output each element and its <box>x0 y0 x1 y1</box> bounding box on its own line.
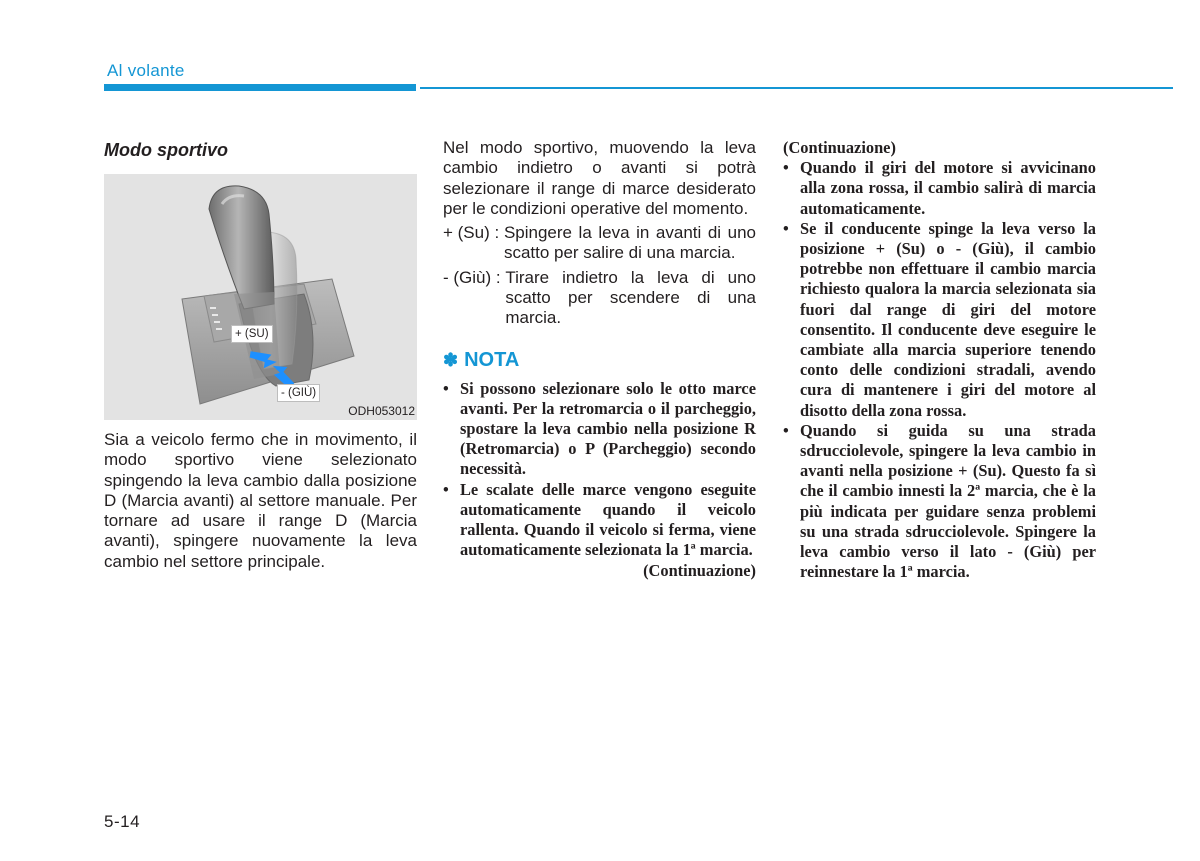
definition-su <box>443 223 756 264</box>
bullet-dot-icon: • <box>783 420 789 440</box>
nota-title: NOTA <box>464 348 520 371</box>
bullet-dot-icon: • <box>443 378 449 398</box>
gear-shifter-figure <box>104 174 417 420</box>
definition-term: + (Su) : <box>443 223 504 243</box>
note-bullet <box>783 421 1096 583</box>
asterisk-icon: ✽ <box>443 349 459 370</box>
left-column <box>104 138 417 572</box>
note-bullet-text: Si possono selezionare solo le otto marce avanti. Per la retromarcia o il parcheggio, spostare la leva cambio nella posizione R (Retromarcia) o P (Parcheggio) secondo necessità. <box>460 378 756 479</box>
note-bullet <box>443 379 756 480</box>
note-bullet-text: Le scalate delle marce vengono eseguite automaticamente quando il veicolo rallenta. Quando il veicolo si ferma, viene automaticamente selezionata la 1ª marcia. <box>460 479 756 560</box>
gear-shifter-illustration <box>104 174 417 420</box>
header-rule-thin <box>420 87 1173 89</box>
section-heading: Modo sportivo <box>104 140 228 160</box>
note-bullet-text: Quando si guida su una strada sdrucciolevole, spingere la leva cambio in avanti nella posizione + (Su). Questo fa sì che il cambio innesti la 2ª marcia, che è la più indicata per guidare senza problemi su una strada sdrucciolevole. Spingere la leva cambio verso il lato - (Giù) per reinnestare la 1ª marcia. <box>800 420 1096 582</box>
header-rule-thick <box>104 84 416 91</box>
label-minus-giu: - (GIÙ) <box>277 384 320 402</box>
definition-giu <box>443 268 756 329</box>
continued-label: (Continuazione) <box>643 560 756 580</box>
label-plus-su: + (SU) <box>231 325 273 343</box>
note-bullet <box>783 219 1096 421</box>
intro-paragraph: Sia a veicolo fermo che in movimento, il modo sportivo viene selezionato spingendo la leva cambio dalla posizione D (Marcia avanti) al settore manuale. Per tornare ad usare il range D (Marcia avanti), spingere nuovamente la leva cambio nel settore principale. <box>104 430 417 571</box>
bullet-dot-icon: • <box>783 158 789 178</box>
nota-heading <box>443 347 756 373</box>
sport-mode-description: Nel modo sportivo, muovendo la leva cambio indietro o avanti si potrà selezionare il range di marce desiderato per le condizioni operative del momento. <box>443 138 756 218</box>
note-bullet <box>783 158 1096 219</box>
bullet-dot-icon: • <box>443 479 449 499</box>
figure-code: ODH053012 <box>348 404 415 418</box>
note-bullet-text: Se il conducente spinge la leva verso la posizione + (Su) o - (Giù), il cambio potrebbe non effettuare il cambio marcia richiesto qualora la marcia selezionata sia fuori dal range di giri del motore consentito. Il conducente deve eseguire le cambiate alla marcia superiore tenendo conto delle condizioni stradali, avendo cura di mantenere i giri del motore al disotto della zona rossa. <box>800 218 1096 420</box>
definition-desc: Tirare indietro la leva di uno scatto per scendere di una marcia. <box>505 267 756 328</box>
definition-desc: Spingere la leva in avanti di uno scatto per salire di una marcia. <box>503 223 756 263</box>
definition-term: - (Giù) : <box>443 267 506 287</box>
section-title: Al volante <box>107 61 185 80</box>
page-number: 5-14 <box>104 812 141 831</box>
note-bullet <box>443 480 756 561</box>
continued-label: (Continuazione) <box>783 138 896 157</box>
middle-column <box>443 138 756 581</box>
bullet-dot-icon: • <box>783 218 789 238</box>
note-bullet-text: Quando il giri del motore si avvicinano alla zona rossa, il cambio salirà di marcia automaticamente. <box>800 158 1096 218</box>
right-column <box>783 138 1096 582</box>
